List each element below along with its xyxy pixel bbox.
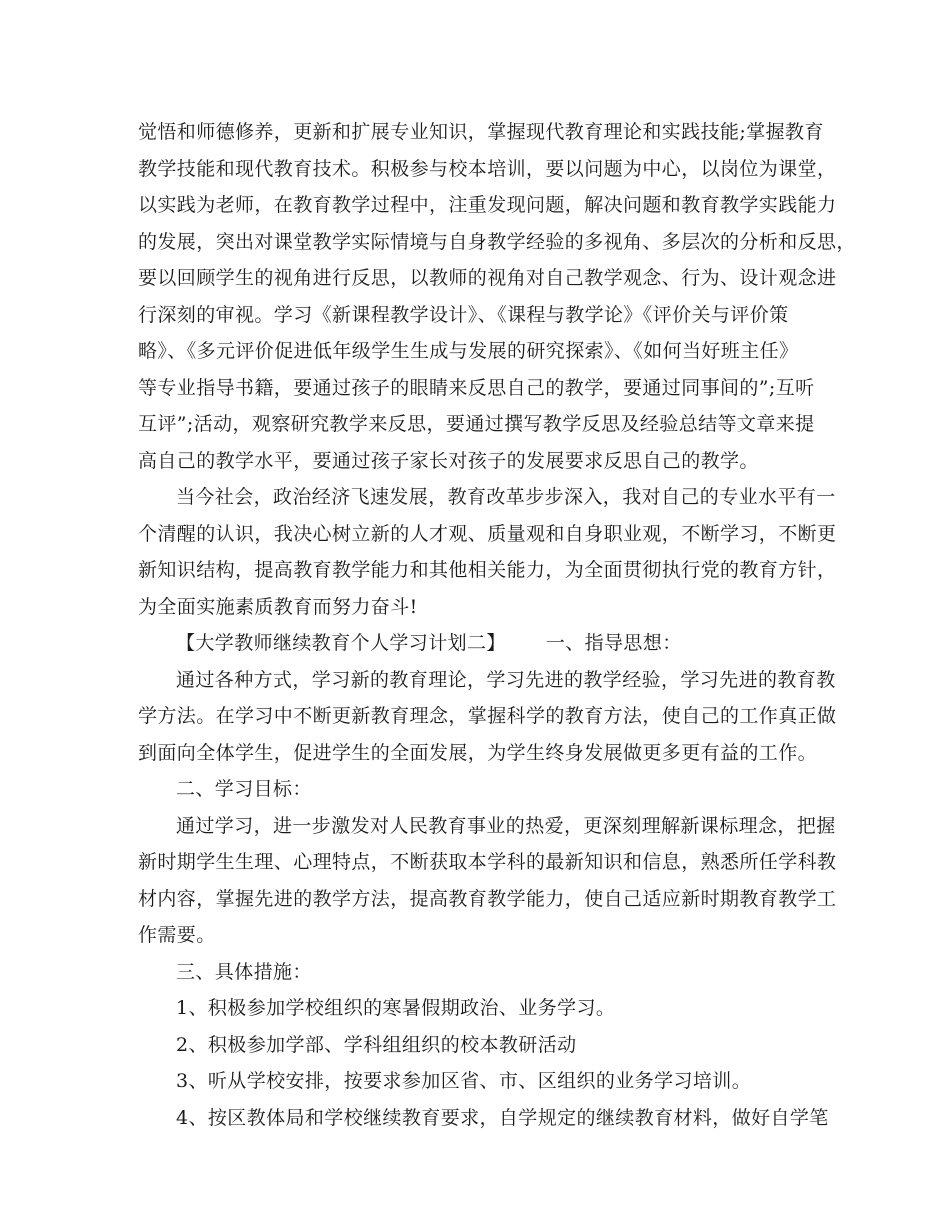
paragraph-line: 通过学习，进一步激发对人民教育事业的热爱，更深刻理解新课标理念，把握 [176,815,836,837]
paragraph-line: 觉悟和师德修养，更新和扩展专业知识，掌握现代教育理论和实践技能;掌握教育 [138,121,824,143]
paragraph-line: 个清醒的认识，我决心树立新的人才观、质量观和自身职业观，不断学习，不断更 [138,523,837,545]
list-item: 2、积极参加学部、学科组组织的校本教研活动 [176,1034,577,1056]
paragraph-line: 作需要。 [138,924,216,946]
paragraph-line: 行深刻的审视。学习《新课程教学设计》、《课程与教学论》《评价关与评价策 [138,304,789,326]
list-item: 1、积极参加学校组织的寒暑假期政治、业务学习。 [176,997,616,1019]
list-item: 3、听从学校安排，按要求参加区省、市、区组织的业务学习培训。 [176,1070,752,1092]
section-heading: 三、具体措施： [176,961,312,983]
plan-title: 【大学教师继续教育个人学习计划二】 [176,632,506,654]
paragraph-line: 当今社会，政治经济飞速发展，教育改革步步深入，我对自己的专业水平有一 [176,486,836,508]
paragraph-line: 教学技能和现代教育技术。积极参与校本培训，要以问题为中心，以岗位为课堂， [138,158,837,180]
paragraph-line: 新时期学生生理、心理特点，不断获取本学科的最新知识和信息，熟悉所任学科教 [138,851,837,873]
paragraph-line: 学方法。在学习中不断更新教育理念，掌握科学的教育方法，使自己的工作真正做 [138,705,837,727]
paragraph-line: 以实践为老师，在教育教学过程中，注重发现问题，解决问题和教育教学实践能力 [138,194,837,216]
section-heading-row [176,630,818,656]
list-item: 4、按区教体局和学校继续教育要求，自学规定的继续教育材料，做好自学笔 [176,1107,829,1129]
section-heading: 一、指导思想： [545,632,682,654]
paragraph-line: 通过各种方式，学习新的教育理论，学习先进的教学经验，学习先进的教育教 [176,669,836,691]
paragraph-line: 要以回顾学生的视角进行反思，以教师的视角对自己教学观念、行为、设计观念进 [138,267,837,289]
paragraph-line: 到面向全体学生，促进学生的全面发展，为学生终身发展做更多更有益的工作。 [138,742,818,764]
paragraph-line: 的发展，突出对课堂教学实际情境与自身教学经验的多视角、多层次的分析和反思， [138,231,856,253]
paragraph-line: 新知识结构，提高教育教学能力和其他相关能力，为全面贯彻执行党的教育方针， [138,559,837,581]
paragraph-line: 等专业指导书籍，要通过孩子的眼睛来反思自己的教学，要通过同事间的”;互听 [138,377,815,399]
section-heading: 二、学习目标： [176,778,312,800]
paragraph-line: 略》、《多元评价促进低年级学生生成与发展的研究探索》、《如何当好班主任》 [138,340,799,362]
paragraph-line: 高自己的教学水平，要通过孩子家长对孩子的发展要求反思自己的教学。 [138,450,759,472]
paragraph-line: 为全面实施素质教育而努力奋斗! [138,596,418,618]
paragraph-line: 材内容，掌握先进的教学方法，提高教育教学能力，使自己适应新时期教育教学工 [138,888,837,910]
paragraph-line: 互评”;活动，观察研究教学来反思，要通过撰写教学反思及经验总结等文章来提 [138,413,815,435]
